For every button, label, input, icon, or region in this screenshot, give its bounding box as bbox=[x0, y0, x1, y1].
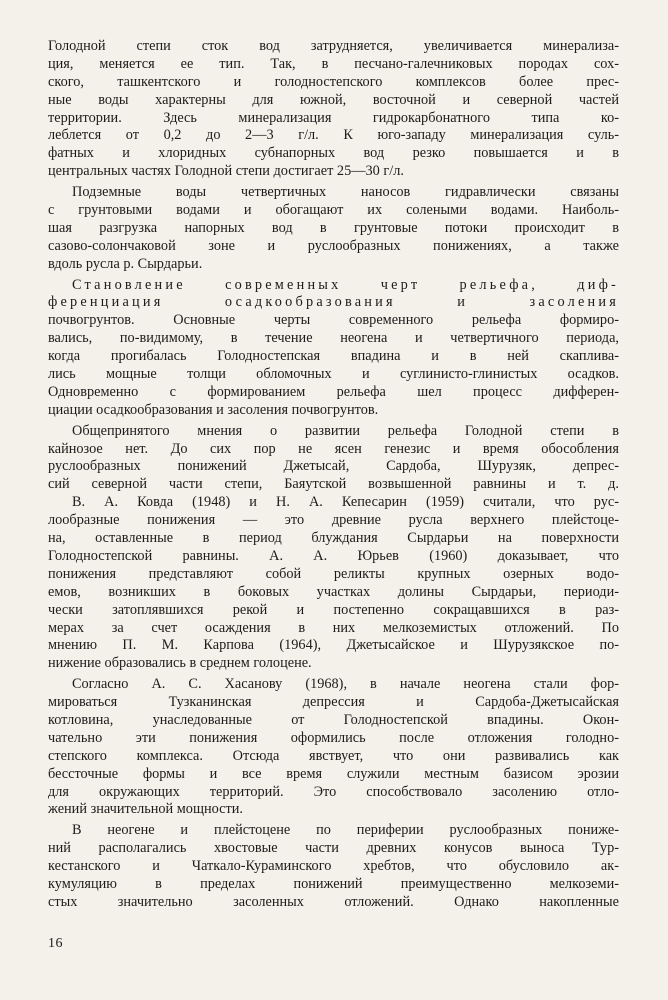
text-line: циации осадкообразования и засоления почвогрунтов. bbox=[48, 401, 379, 418]
text-line: стых значительно засоленных отложений. Однако накопленные bbox=[48, 893, 619, 910]
text-line: территории. Здесь минерализация гидрокарбонатного типа ко- bbox=[48, 109, 619, 126]
text-line: лись мощные толщи обломочных и суглинисто-глинистых осадков. bbox=[48, 366, 619, 383]
text-line: шая разгрузка напорных вод в грунтовые потоки происходит в bbox=[48, 219, 619, 236]
text-line: с грунтовыми водами и обогащают их солеными водами. Наиболь- bbox=[48, 202, 619, 219]
text-line: сий северной части степи, Баяутской возвышенной равнины и т. д. bbox=[48, 476, 619, 493]
text-line: леблется от 0,2 до 2—3 г/л. К юго-западу минерализация суль- bbox=[48, 127, 619, 144]
text-line: лообразные понижения — это древние русла верхнего плейстоце- bbox=[48, 512, 619, 529]
text-line: мерах за счет осаждения в них мелкоземистых отложений. По bbox=[48, 619, 619, 636]
text-line: понижения представляют собой реликты крупных озерных водо- bbox=[48, 565, 619, 582]
text-line: емов, возникших в боковых участках долины Сырдарьи, периоди- bbox=[48, 583, 619, 600]
text-line: ные воды характерны для южной, восточной и северной частей bbox=[48, 91, 619, 108]
section-heading-line: ференциация осадкообразования и засоления bbox=[48, 294, 619, 311]
text-line: ция, меняется ее тип. Так, в песчано-галечниковых породах сох- bbox=[48, 55, 619, 72]
text-line: для окружающих территорий. Это способствовало засолению отло- bbox=[48, 783, 619, 800]
text-line: бессточные формы и все время служили местным базисом эрозии bbox=[48, 765, 619, 782]
text-line: мнению П. М. Карпова (1964), Джетысайское и Шурузякское по- bbox=[48, 637, 619, 654]
text-line: почвогрунтов. Основные черты современного рельефа формиро- bbox=[48, 312, 619, 329]
text-line: руслообразных понижений Джетысай, Сардоба, Шурузяк, депрес- bbox=[48, 458, 619, 475]
text-line: ний располагались хвостовые части древних конусов выноса Тур- bbox=[48, 840, 619, 857]
text-line: степского комплекса. Отсюда явствует, что они развивались как bbox=[48, 747, 619, 764]
text-line: чески затоплявшихся рекой и постепенно сокращавшихся в раз- bbox=[48, 601, 619, 618]
text-line: когда прогибалась Голодностепская впадина и в ней скаплива- bbox=[48, 348, 619, 365]
text-line: вались, по-видимому, в течение неогена и четвертичного периода, bbox=[48, 330, 619, 347]
text-line: фатных и хлоридных субнапорных вод резко повышается и в bbox=[48, 145, 619, 162]
text-line: нижение образовались в среднем голоцене. bbox=[48, 655, 312, 672]
text-line: центральных частях Голодной степи достигает 25—30 г/л. bbox=[48, 163, 404, 180]
text-line: В. А. Ковда (1948) и Н. А. Кепесарин (1959) считали, что рус- bbox=[72, 494, 619, 511]
text-line: сазово-солончаковой зоне и руслообразных понижениях, а также bbox=[48, 237, 619, 254]
text-line: Голодной степи сток вод затрудняется, увеличивается минерализа- bbox=[48, 38, 619, 54]
text-line: кайнозое нет. До сих пор не ясен генезис и время обособления bbox=[48, 440, 619, 457]
text-line: чательно эти понижения оформились после отложения голодно- bbox=[48, 729, 619, 746]
text-line: котловина, унаследованные от Голодностепской впадины. Окон- bbox=[48, 711, 619, 728]
text-line: Согласно А. С. Хасанову (1968), в начале неогена стали фор- bbox=[72, 676, 619, 693]
text-line: Одновременно с формированием рельефа шел процесс дифферен- bbox=[48, 383, 619, 400]
text-line: кумуляцию в пределах понижений преимущественно мелкоземи- bbox=[48, 875, 619, 892]
text-line: Общепринятого мнения о развитии рельефа Голодной степи в bbox=[72, 422, 619, 439]
text-line: Подземные воды четвертичных наносов гидравлически связаны bbox=[72, 184, 619, 201]
text-line: кестанского и Чаткало-Кураминского хребтов, что обусловило ак- bbox=[48, 858, 619, 875]
section-heading-line: Становление современных черт рельефа, диф- bbox=[72, 276, 619, 293]
text-line: жений значительной мощности. bbox=[48, 801, 243, 818]
text-line: Голодностепской равнины. А. А. Юрьев (1960) доказывает, что bbox=[48, 547, 619, 564]
text-line: вдоль русла р. Сырдарьи. bbox=[48, 255, 203, 272]
text-line: ского, ташкентского и голодностепского комплексов более прес- bbox=[48, 73, 619, 90]
page-number: 16 bbox=[48, 936, 63, 951]
text-line: на, оставленные в период блуждания Сырдарьи на поверхности bbox=[48, 530, 619, 547]
text-line: В неогене и плейстоцене по периферии руслообразных пониже- bbox=[72, 822, 619, 839]
body-text bbox=[48, 38, 619, 912]
text-line: мироваться Тузканинская депрессия и Сардоба-Джетысайская bbox=[48, 694, 619, 711]
